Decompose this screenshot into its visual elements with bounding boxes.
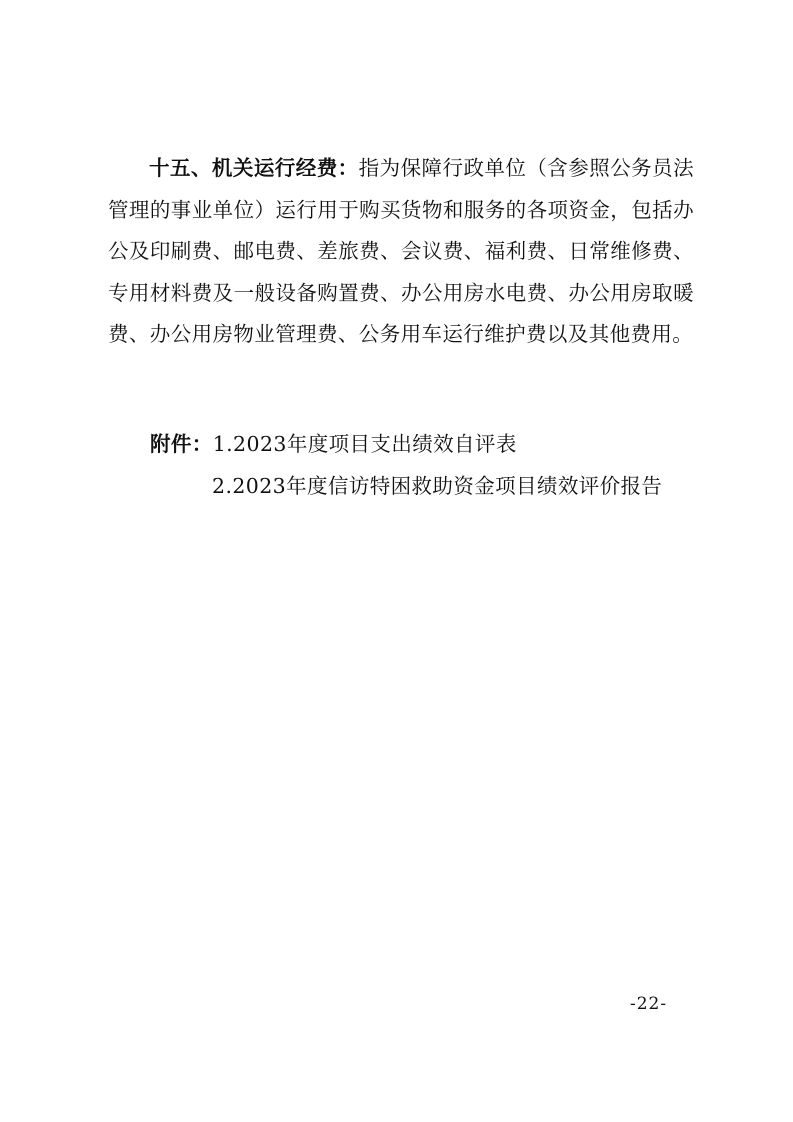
attachments-label: 附件： (150, 432, 213, 456)
attachment-item-2-text: 2.2023年度信访特困救助资金项目绩效评价报告 (212, 473, 663, 498)
attachment-item-2 (150, 466, 710, 508)
page-number: -22- (630, 994, 668, 1014)
definition-separator: ： (337, 156, 359, 180)
definition-paragraph (108, 148, 694, 356)
attachments-list (150, 424, 710, 507)
attachment-item-1 (150, 424, 710, 466)
definition-text: 指为保障行政单位（含参照公务员法管理的事业单位）运行用于购买货物和服务的各项资金，包括办公及印刷费、邮电费、差旅费、会议费、福利费、日常维修费、专用材料费及一般设备购置费、办公用房水电费、办公用房取暖费、办公用房物业管理费、公务用车运行维护费以及其他费用。 (108, 156, 694, 346)
definition-term: 十五、机关运行经费 (149, 156, 338, 180)
attachment-item-1-text: 1.2023年度项目支出绩效自评表 (212, 432, 517, 456)
